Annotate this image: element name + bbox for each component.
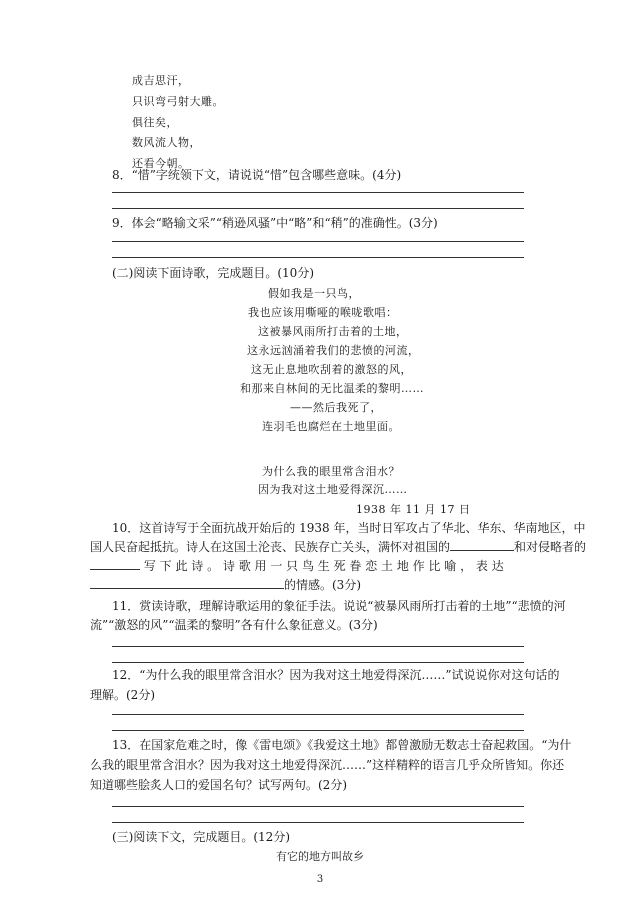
answer-line[interactable] [112, 806, 524, 807]
question-12-line-1: 12．“为什么我的眼里常含泪水？因为我对这土地爱得深沉……”试说说你对这句话的 [112, 668, 560, 682]
poem2-line-5: 这无止息地吹刮着的激怒的风， [251, 363, 412, 376]
answer-line[interactable] [112, 714, 524, 715]
answer-line[interactable] [112, 822, 524, 823]
question-13-line-2: 么我的眼里常含泪水？因为我对这土地爱得深沉……”这样精粹的语言几乎众所皆知。你还 [90, 758, 565, 772]
question-10-line-3 [90, 557, 504, 574]
answer-line[interactable] [112, 192, 524, 193]
question-12-line-2: 理解。(2分) [90, 688, 155, 702]
question-11-line-2: 流”“激怒的风”“温柔的黎明”各有什么象征意义。(3分) [90, 618, 378, 632]
poem-date: 1938 年 11 月 17 日 [356, 503, 471, 516]
fill-blank[interactable] [90, 588, 284, 589]
section-2-heading: (二)阅读下面诗歌，完成题目。(10分) [112, 266, 314, 280]
poem1-line-3: 俱往矣， [132, 116, 178, 129]
answer-line[interactable] [112, 241, 524, 242]
answer-line[interactable] [112, 208, 524, 209]
poem2-line-2: 我也应该用嘶哑的喉咙歌唱： [248, 306, 398, 319]
fill-blank[interactable] [90, 569, 140, 570]
question-10-line-2 [90, 538, 586, 555]
answer-line[interactable] [112, 662, 524, 663]
question-11-line-1: 11．赏读诗歌，理解诗歌运用的象征手法。说说“被暴风雨所打击着的土地”“悲愤的河 [112, 599, 566, 613]
poem2-stanza2-line-2: 因为我对这土地爱得深沉…… [258, 483, 408, 496]
poem2-stanza2-line-1: 为什么我的眼里常含泪水？ [262, 465, 400, 478]
question-10-text-c: 写 下 此 诗 。 诗 歌 用 一 只 鸟 生 死 眷 恋 土 地 作 比 喻 ， 表 达 [143, 559, 504, 573]
answer-line[interactable] [112, 730, 524, 731]
poem1-line-4: 数风流人物， [132, 136, 201, 149]
poem2-line-1: 假如我是一只鸟， [268, 287, 360, 300]
poem2-line-7: ——然后我死了， [290, 401, 382, 414]
poem1-line-2: 只识弯弓射大雕。 [132, 95, 224, 108]
page-number: 3 [316, 874, 324, 885]
question-10-text-a: 国人民奋起抵抗。诗人在这国土沦丧、民族存亡关头，满怀对祖国的 [90, 540, 451, 554]
question-10-line-4 [90, 576, 361, 593]
question-13-line-1: 13．在国家危难之时，像《雷电颂》《我爱这土地》都曾激励无数志士奋起救国。“为什 [112, 738, 572, 752]
question-10-text-b: 和对侵略者的 [514, 540, 587, 554]
article-title: 有它的地方叫故乡 [276, 850, 364, 863]
poem2-line-3: 这被暴风雨所打击着的土地， [258, 325, 408, 338]
poem1-line-1: 成吉思汗， [132, 74, 190, 87]
question-13-line-3: 知道哪些脍炙人口的爱国名句？试写两句。(2分) [90, 778, 347, 792]
question-8: 8．“惜”字统领下文，请说说“惜”包含哪些意味。(4分) [112, 168, 402, 182]
answer-line[interactable] [112, 257, 524, 258]
question-10-line-1: 10．这首诗写于全面抗战开始后的 1938 年，当时日军攻占了华北、华东、华南地区，中 [112, 521, 586, 535]
poem1-line-5: 还看今朝。 [132, 157, 190, 170]
section-3-heading: (三)阅读下文，完成题目。(12分) [112, 830, 290, 844]
poem2-line-4: 这永远汹涌着我们的悲愤的河流， [247, 344, 420, 357]
poem2-line-6: 和那来自林间的无比温柔的黎明…… [240, 382, 424, 395]
question-9: 9．体会“略输文采”“稍逊风骚”中“略”和“稍”的准确性。(3分) [112, 216, 438, 230]
poem2-line-8: 连羽毛也腐烂在土地里面。 [262, 420, 400, 433]
answer-line[interactable] [112, 646, 524, 647]
question-10-text-d: 的情感。(3分) [284, 578, 361, 592]
fill-blank[interactable] [450, 550, 514, 551]
